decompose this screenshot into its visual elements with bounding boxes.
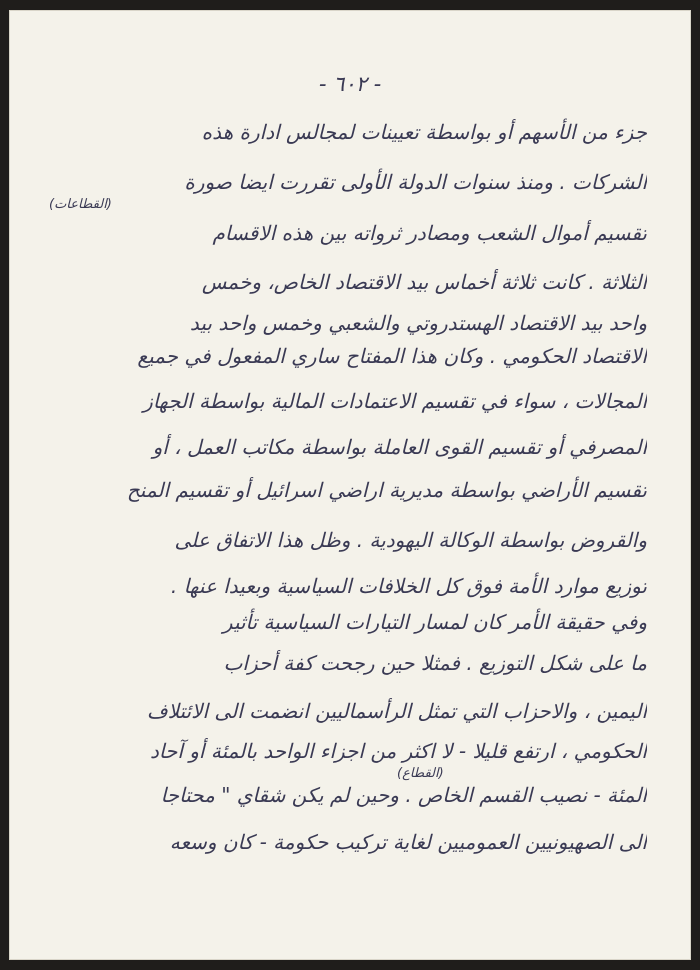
text-line: المصرفي أو تقسيم القوى العاملة بواسطة مكاتب العمل ، أو	[152, 435, 647, 459]
text-line: اليمين ، والاحزاب التي تمثل الرأسماليين انضمت الى الائتلاف	[146, 699, 647, 723]
text-line: توزيع موارد الأمة فوق كل الخلافات السياسية وبعيدا عنها .	[170, 574, 647, 598]
text-line: وفي حقيقة الأمر كان لمسار التيارات السياسية تأثير	[222, 610, 647, 634]
interlinear-note: (القطاع)	[397, 766, 444, 781]
text-line: الثلاثة . كانت ثلاثة أخماس بيد الاقتصاد الخاص، وخمس	[201, 270, 647, 294]
handwritten-text-block	[9, 10, 691, 960]
text-line: الى الصهيونيين العموميين لغاية تركيب حكومة - كان وسعه	[169, 830, 647, 854]
text-line: الاقتصاد الحكومي . وكان هذا المفتاح ساري المفعول في جميع	[137, 344, 647, 368]
text-line: والقروض بواسطة الوكالة اليهودية . وظل هذا الاتفاق على	[174, 528, 647, 552]
page-number: - ٦٠٢ -	[318, 72, 382, 96]
document-page	[9, 10, 691, 960]
text-line: جزء من الأسهم أو بواسطة تعيينات لمجالس ادارة هذه	[201, 120, 647, 144]
interlinear-note: (القطاعات)	[49, 197, 112, 212]
text-line: الحكومي ، ارتفع قليلا - لا اكثر من اجزاء الواحد بالمئة أو آحاد	[150, 739, 647, 763]
text-line: الشركات . ومنذ سنوات الدولة الأولى تقررت ايضا صورة	[184, 170, 647, 194]
text-line: واحد بيد الاقتصاد الهستدروتي والشعبي وخمس واحد بيد	[189, 311, 647, 335]
text-line: تقسيم الأراضي بواسطة مديرية اراضي اسرائيل أو تقسيم المنح	[126, 478, 647, 502]
text-line: المئة - نصيب القسم الخاص . وحين لم يكن شقاي " محتاجا	[160, 783, 647, 807]
text-line: المجالات ، سواء في تقسيم الاعتمادات المالية بواسطة الجهاز	[143, 389, 647, 413]
text-line: ما على شكل التوزيع . فمثلا حين رجحت كفة أحزاب	[223, 651, 647, 675]
text-line: تقسيم أموال الشعب ومصادر ثرواته بين هذه الاقسام	[212, 221, 647, 245]
